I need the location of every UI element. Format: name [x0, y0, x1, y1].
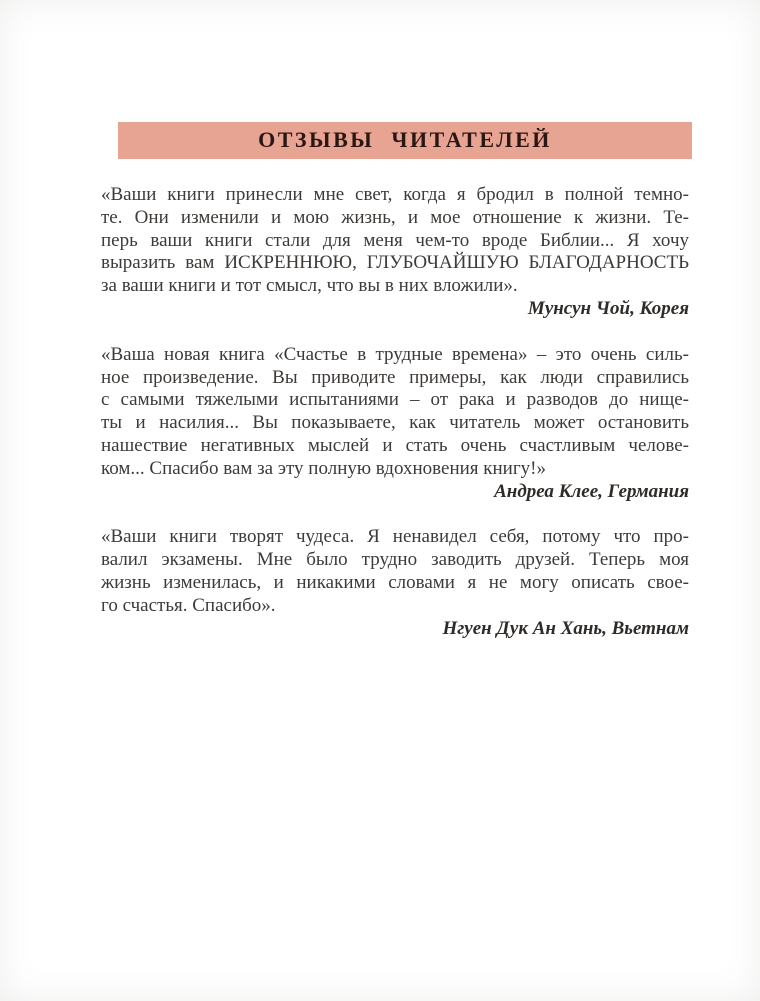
- section-header-banner: [118, 122, 692, 159]
- review-text-line: ное произведение. Вы приводите примеры, как люди справились: [101, 366, 689, 388]
- review-attribution: Нгуен Дук Ан Хань, Вьетнам: [442, 617, 689, 639]
- review-text-line: «Ваши книги принесли мне свет, когда я бродил в полной темно-: [101, 184, 689, 205]
- review-block-2: [101, 344, 689, 504]
- review-text-line: за ваши книги и тот смысл, что вы в них вложили».: [101, 275, 518, 297]
- page-title: ОТЗЫВЫ ЧИТАТЕЛЕЙ: [258, 126, 552, 152]
- review-text-line: «Ваша новая книга «Счастье в трудные времена» – это очень силь-: [101, 343, 689, 365]
- review-attribution: Мунсун Чой, Корея: [527, 297, 689, 319]
- review-attribution: Андреа Клее, Германия: [494, 480, 689, 502]
- review-text-line: с самыми тяжелыми испытаниями – от рака и разводов до нище-: [101, 389, 689, 411]
- review-text-line: валил экзамены. Мне было трудно заводить друзей. Теперь моя: [101, 549, 689, 571]
- review-text-line: нашествие негативных мыслей и стать очень счастливым челове-: [101, 434, 689, 456]
- review-block-3: [101, 526, 689, 640]
- review-text-line: «Ваши книги творят чудеса. Я ненавидел себя, потому что про-: [101, 526, 689, 548]
- review-text-line: ты и насилия... Вы показываете, как читатель может остановить: [101, 412, 689, 434]
- review-text-line: выразить вам ИСКРЕННЮЮ, ГЛУБОЧАЙШУЮ БЛАГОДАРНОСТЬ: [101, 252, 689, 274]
- review-text-line: ком... Спасибо вам за эту полную вдохновения книгу!»: [101, 457, 546, 479]
- review-text-line: жизнь изменилась, и никакими словами я не могу описать свое-: [101, 571, 689, 593]
- review-block-1: [101, 184, 689, 321]
- review-text-line: те. Они изменили и мою жизнь, и мое отношение к жизни. Те-: [101, 206, 689, 228]
- reviews-content: [101, 184, 689, 663]
- review-text-line: го счастья. Спасибо».: [101, 594, 276, 616]
- review-text-line: перь ваши книги стали для меня чем-то вроде Библии... Я хочу: [101, 229, 689, 251]
